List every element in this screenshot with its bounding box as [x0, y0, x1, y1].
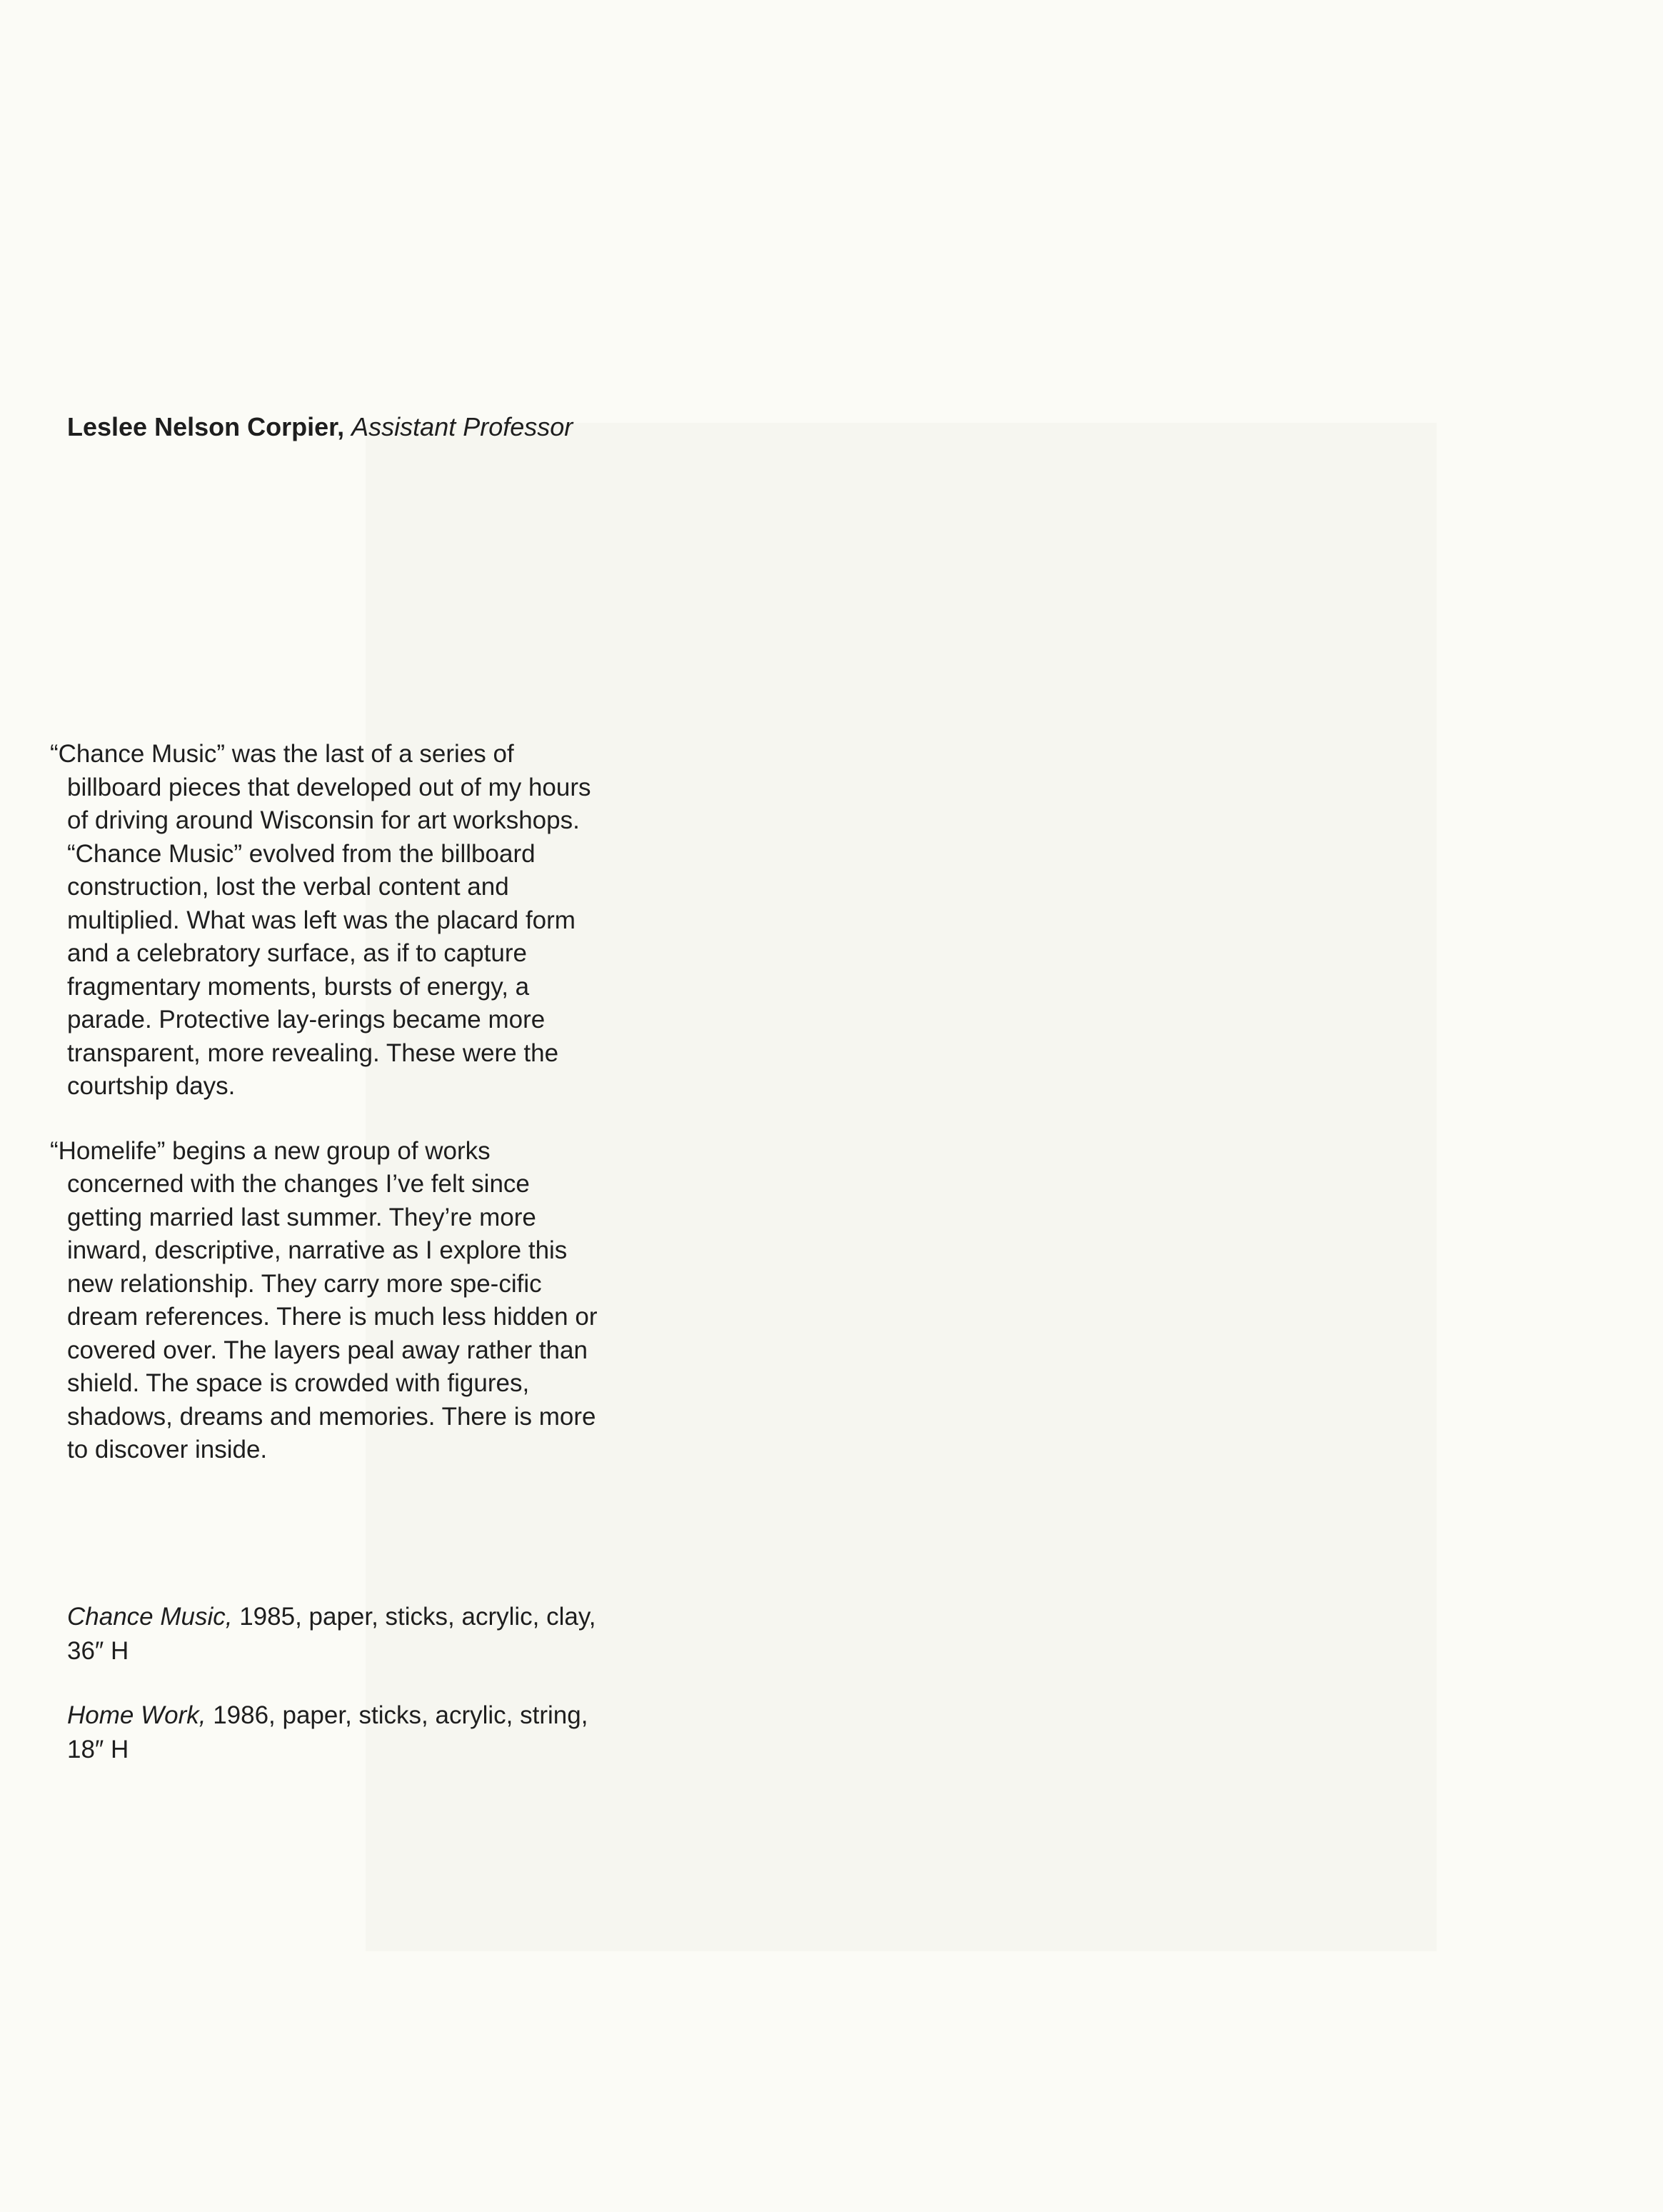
artist-statement [50, 738, 610, 1498]
author-heading [67, 410, 581, 444]
artwork-title: Home Work, [67, 1701, 206, 1729]
author-name: Leslee Nelson Corpier, [67, 412, 345, 441]
artwork-captions [67, 1600, 610, 1797]
statement-paragraph: “Chance Music” was the last of a series of billboard pieces that developed out of my hours of driving around Wisconsin for art workshops. “Chance Music” evolved from the billboard construction, lost the verbal content and multiplied. What was left was the placard form and a celebratory surface, as if to capture fragmentary moments, bursts of energy, a parade. Protective lay-erings became more transparent, more revealing. These were the courtship days. [50, 740, 591, 1100]
artwork-title: Chance Music, [67, 1603, 233, 1631]
author-title: Assistant Professor [351, 412, 573, 441]
artwork-details: 1986, paper, sticks, acrylic, string, 18″ H [67, 1701, 588, 1763]
artwork-details: 1985, paper, sticks, acrylic, clay, 36″ H [67, 1603, 596, 1665]
artwork-caption [67, 1698, 610, 1767]
artwork-caption [67, 1600, 610, 1668]
statement-paragraph: “Homelife” begins a new group of works concerned with the changes I’ve felt since getting married last summer. They’re more inward, descriptive, narrative as I explore this new relationship. They carry more spe-cific dream references. There is much less hidden or covered over. The layers peal away rather than shield. The space is crowded with figures, shadows, dreams and memories. There is more to discover inside. [50, 1136, 598, 1463]
